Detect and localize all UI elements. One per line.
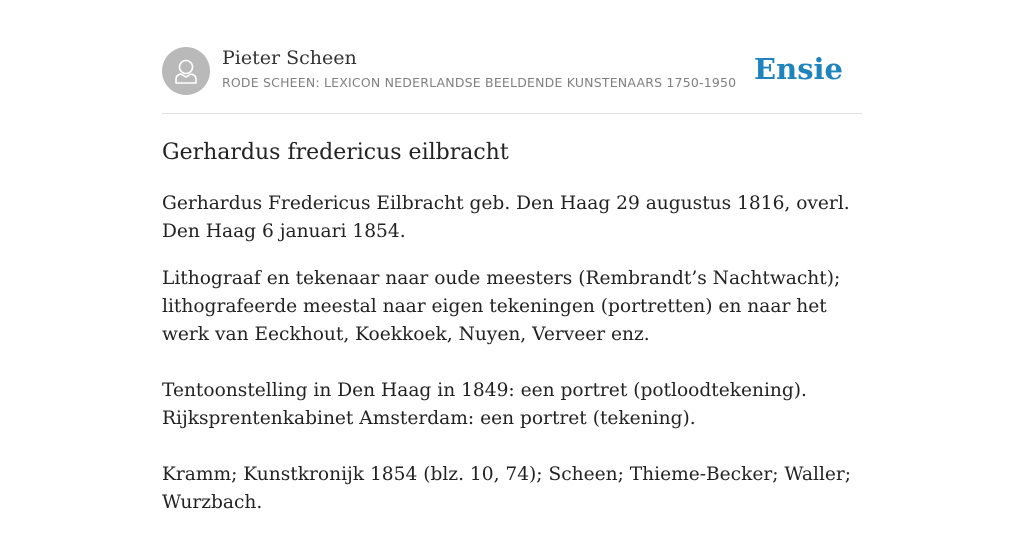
article-body: [162, 190, 862, 536]
author-avatar[interactable]: [162, 47, 210, 95]
source-label[interactable]: RODE SCHEEN: LEXICON NEDERLANDSE BEELDENDE KUNSTENAARS 1750-1950: [222, 75, 737, 90]
article-title: Gerhardus fredericus eilbracht: [162, 140, 509, 165]
article-paragraph: Gerhardus Fredericus Eilbracht geb. Den Haag 29 augustus 1816, overl. Den Haag 6 januari 1854.: [162, 193, 850, 242]
article-paragraph: Lithograaf en tekenaar naar oude meesters (Rembrandt’s Nachtwacht); lithografeerde meestal naar eigen tekeningen (portretten) en naar het werk van Eeckhout, Koekkoek, Nuyen, Verveer enz. Tentoonstelling in Den Haag in 1849: een portret (potloodtekening). Rijksprentenkabinet Amsterdam: een portret (tekening). Kramm; Kunstkronijk 1854 (blz. 10, 74); Scheen; Thieme-Becker; Waller; Wurzbach.: [162, 268, 852, 513]
user-icon: [162, 47, 210, 95]
author-name[interactable]: Pieter Scheen: [222, 47, 357, 69]
article-header: [162, 47, 862, 95]
ensie-logo[interactable]: Ensie: [754, 52, 843, 86]
header-divider: [162, 113, 862, 114]
